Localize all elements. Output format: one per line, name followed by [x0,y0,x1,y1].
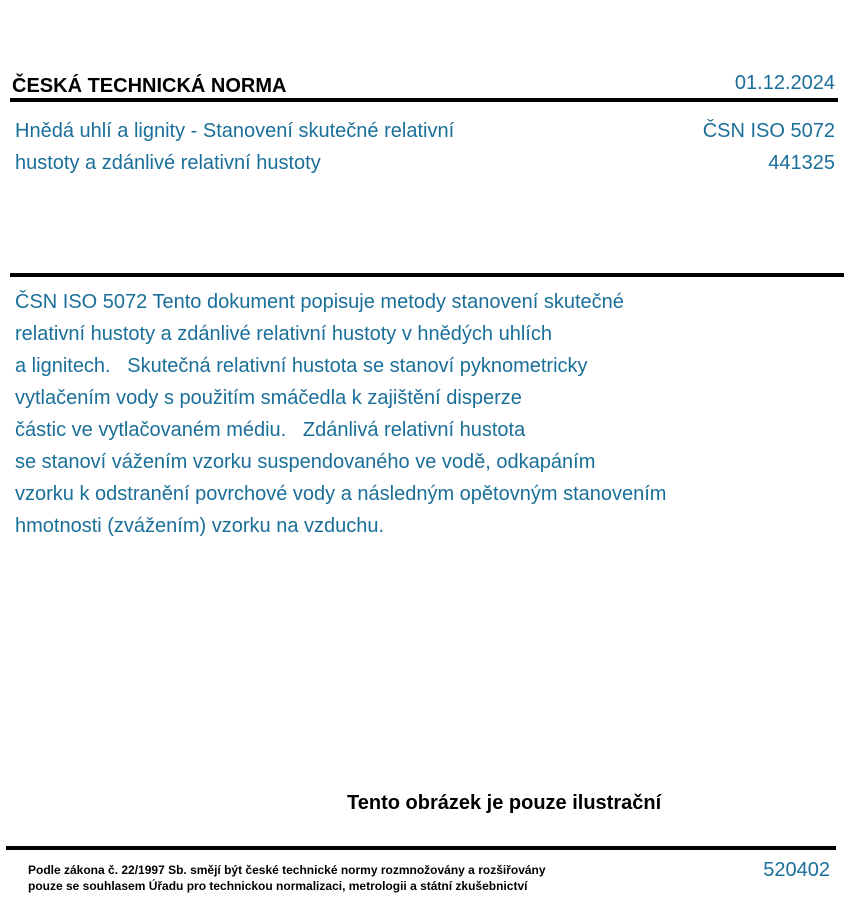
abstract-line: částic ve vytlačovaném médiu. Zdánlivá relativní hustota [15,419,526,441]
standard-title [15,115,535,179]
standard-title-line-2: hustoty a zdánlivé relativní hustoty [15,152,321,174]
abstract-line: ČSN ISO 5072 Tento dokument popisuje metody stanovení skutečné [15,291,624,313]
issue-date: 01.12.2024 [734,72,835,94]
document-code: 520402 [763,859,830,881]
copyright-line-1: Podle zákona č. 22/1997 Sb. smějí být české technické normy rozmnožovány a rozšiřovány [28,863,546,877]
copyright-line-2: pouze se souhlasem Úřadu pro technickou normalizaci, metrologii a státní zkušebnictví [28,879,528,893]
document-type-heading: ČESKÁ TECHNICKÁ NORMA [12,75,287,97]
standard-identifiers [703,115,835,179]
abstract-line: vzorku k odstranění povrchové vody a následným opětovným stanovením [15,483,667,505]
section-divider [10,273,844,277]
abstract-line: a lignitech. Skutečná relativní hustota se stanoví pyknometricky [15,355,588,377]
standard-title-line-1: Hnědá uhlí a lignity - Stanovení skutečné relativní [15,120,455,142]
illustration-notice: Tento obrázek je pouze ilustrační [347,792,662,814]
abstract-line: se stanoví vážením vzorku suspendovaného ve vodě, odkapáním [15,451,596,473]
abstract-line: vytlačením vody s použitím smáčedla k zajištění disperze [15,387,522,409]
header-divider [10,98,838,102]
abstract-text [15,286,755,542]
abstract-line: relativní hustoty a zdánlivé relativní hustoty v hnědých uhlích [15,323,552,345]
standard-code: ČSN ISO 5072 [702,120,835,142]
copyright-notice [28,862,546,894]
abstract-line: hmotnosti (zvážením) vzorku na vzduchu. [15,515,385,537]
footer-divider [6,846,836,850]
classification-number: 441325 [768,152,835,174]
